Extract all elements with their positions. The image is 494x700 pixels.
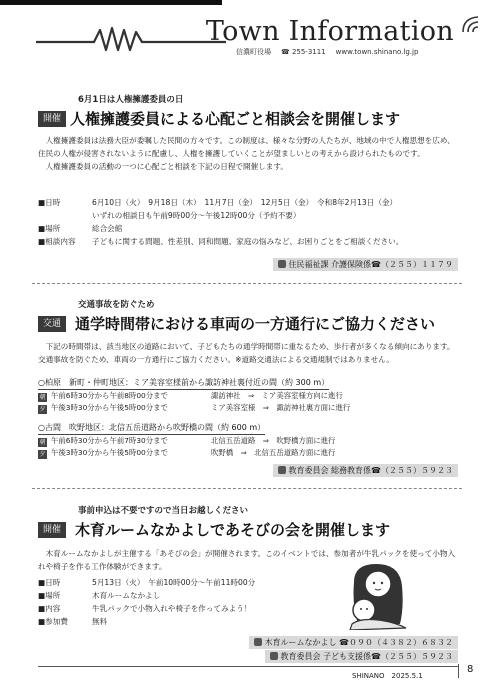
schedule-route: 北信五岳道路 ⇒ 吹野橋方面に進行 <box>211 436 336 445</box>
contact-text: 木育ルームなかよし ☎０９０（４３８２）６８３２ <box>264 638 453 647</box>
body-paragraph: 木育ルームなかよしが主催する「あそびの会」が開催されます。このイベントでは、参加者が牛乳パックを使って小物入れや椅子を作る工作体験ができます。 <box>38 549 456 571</box>
issue-date: SHINANO 2025.5.1 <box>352 672 423 680</box>
office-phone: ☎ 255-3111 <box>281 48 326 56</box>
page-title: Town Information <box>205 16 454 47</box>
detail-label: ■場所 <box>38 224 61 233</box>
section-body <box>38 134 456 173</box>
morning-icon: 朝 <box>39 439 46 446</box>
evening-icon: 夕 <box>39 451 46 458</box>
detail-row <box>38 576 298 589</box>
page-number: 8 <box>458 664 473 678</box>
schedule-route: 吹野橋 ⇒ 北信五岳道路方面に進行 <box>211 448 336 457</box>
contact-box <box>265 650 458 663</box>
office-url[interactable]: www.town.shinano.lg.jp <box>335 48 419 56</box>
body-paragraph: 人権擁護委員の活動の一つに心配ごと相談を下記の日程で開催します。 <box>38 162 288 171</box>
detail-value: 総合会館 <box>92 224 123 233</box>
contact-icon <box>278 260 286 268</box>
signal-wave-icon <box>36 20 226 54</box>
detail-value: いずれの相談日も午前9時00分～午後12時00分（予約不要） <box>92 211 301 220</box>
section-headline: 木育ルームなかよしであそびの会を開催します <box>75 521 391 539</box>
area-block <box>38 415 456 459</box>
schedule-time: 午後3時30分から午後5時00分まで <box>51 448 168 457</box>
schedule-route: 諏訪神社 ⇒ ミア美容室様方向に進行 <box>211 391 343 400</box>
detail-row <box>38 235 456 248</box>
contact-text: 住民福祉課 介護保険係☎（２５５）１１７９ <box>288 260 453 269</box>
contact-box <box>273 464 458 477</box>
parent-child-illustration <box>330 562 434 630</box>
schedule-row <box>38 447 456 459</box>
details-list <box>38 196 456 248</box>
schedule-time: 午前6時30分から午前7時30分まで <box>51 436 168 445</box>
section-kicker: 事前申込は不要ですので当日お越しください <box>78 506 249 516</box>
detail-row <box>38 589 298 602</box>
area-title: ○古間 吹野地区：北信五岳道路から吹野橋の間（約 600 m） <box>38 422 265 435</box>
detail-row <box>38 196 456 209</box>
office-name: 信濃町役場 <box>236 48 271 56</box>
details-list <box>38 576 298 628</box>
header-contact <box>236 47 428 57</box>
top-bar <box>0 0 494 5</box>
section-body <box>38 340 456 366</box>
section-tag: 開催 <box>38 522 66 538</box>
detail-row <box>38 602 298 615</box>
section-tag: 開催 <box>38 111 66 127</box>
schedule-time: 午後3時30分から午後5時00分まで <box>51 403 168 412</box>
contact-text: 教育委員会 子ども支援係☎（２５５）５９２３ <box>280 652 453 661</box>
section-headline: 人権擁護委員による心配ごと相談会を開催します <box>70 110 401 128</box>
schedule-row <box>38 390 456 402</box>
schedule-route: ミア美容室様 ⇒ 諏訪神社裏方面に進行 <box>211 403 351 412</box>
detail-value: 木育ルームなかよし <box>92 591 161 600</box>
detail-label: ■日時 <box>38 198 61 207</box>
body-paragraph: 人権擁護委員は法務大臣が委嘱した民間の方々です。この制度は、様々な分野の人たちが、地域の中で人権思想を広め、住民の人権が侵害されないように配慮し、人権を擁護していくことが望ましいとの考えから設けられたものです。 <box>38 136 455 158</box>
detail-label: ■場所 <box>38 591 61 600</box>
section-kicker: 6月1日は人権擁護委員の日 <box>78 95 184 105</box>
detail-value: 無料 <box>92 617 108 626</box>
detail-value: 牛乳パックで小物入れや椅子を作ってみよう！ <box>92 604 252 613</box>
schedule-time: 午前6時30分から午前8時00分まで <box>51 391 168 400</box>
broadcast-icon <box>460 14 482 34</box>
area-block <box>38 370 456 414</box>
contact-icon <box>278 466 286 474</box>
contact-icon <box>254 638 262 646</box>
divider <box>32 488 462 489</box>
section-tag: 交通 <box>38 316 66 332</box>
contact-text: 教育委員会 総務教育係☎（２５５）５９２３ <box>288 466 453 475</box>
morning-icon: 朝 <box>39 394 46 401</box>
detail-label: ■日時 <box>38 578 61 587</box>
contact-icon <box>270 652 278 660</box>
section-kicker: 交通事故を防ぐため <box>78 300 155 310</box>
detail-row <box>38 209 456 222</box>
body-paragraph: 下記の時間帯は、該当地区の道路において、子どもたちの通学時間帯に重なるため、歩行者が多くなる傾向にあります。交通事故を防ぐため、車両の一方通行にご協力ください。※道路交通法による交通規制ではありません。 <box>38 342 455 364</box>
detail-label: ■参加費 <box>38 617 68 626</box>
footer-rule <box>38 666 458 667</box>
detail-value: 子どもに関する問題、性差別、同和問題、家庭の悩みなど、お困りごとをご相談ください。 <box>92 237 404 246</box>
detail-value: 6月10日（火） 9月18日（木） 11月7日（金） 12月5日（金） 令和8年2月13日（金） <box>92 198 398 207</box>
detail-label: ■内容 <box>38 604 61 613</box>
detail-value: 5月13日（火） 午前10時00分～午前11時00分 <box>92 578 256 587</box>
detail-label: ■相談内容 <box>38 237 76 246</box>
schedule-row <box>38 402 456 414</box>
divider <box>32 283 462 284</box>
schedule-row <box>38 435 456 447</box>
detail-row <box>38 222 456 235</box>
evening-icon: 夕 <box>39 406 46 413</box>
contact-box <box>249 636 458 649</box>
area-title: ○柏原 新町・仲町地区：ミア美容室様前から諏訪神社裏付近の間（約 300 m） <box>38 377 329 390</box>
section-headline: 通学時間帯における車両の一方通行にご協力ください <box>75 315 436 333</box>
contact-box <box>273 258 458 271</box>
detail-row <box>38 615 298 628</box>
